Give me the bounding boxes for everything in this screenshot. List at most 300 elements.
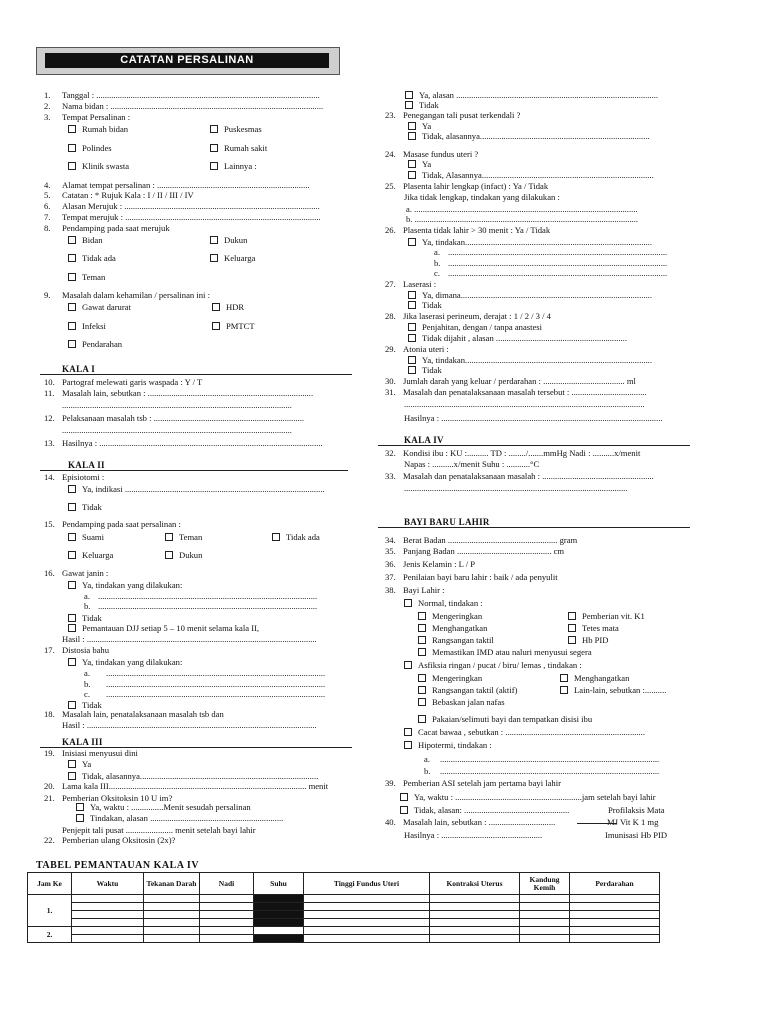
- opt-27-ya[interactable]: [408, 290, 652, 300]
- left-item-num: 9.: [44, 290, 51, 300]
- penjepit-line: Penjepit tali pusat ...................... menit setelah bayi lahir: [62, 825, 256, 835]
- left-item-num: 21.: [44, 793, 55, 803]
- opt-16-tidak[interactable]: [68, 613, 102, 623]
- right-item-text: Jika laserasi perineum, derajat : 1 / 2 / 3 / 4: [403, 311, 551, 321]
- right-item-num: 28.: [385, 311, 396, 321]
- table-header: Tinggi Fundus Uteri: [304, 873, 430, 895]
- right-item-num: 37.: [385, 572, 396, 582]
- checkbox-label: Polindes: [82, 143, 112, 153]
- checkbox-label: Rangsangan taktil: [432, 635, 494, 645]
- opt-23-tidak[interactable]: [408, 131, 650, 141]
- table-cell[interactable]: [570, 935, 660, 943]
- left-item-text: Episiotomi :: [62, 472, 105, 482]
- dots-line: ......................................................................................................: [440, 766, 660, 776]
- checkbox[interactable]: [404, 741, 412, 749]
- checkbox-label: Ya, tindakan.......................................................................................: [422, 237, 652, 247]
- checkbox[interactable]: [418, 674, 426, 682]
- opt-top-ya[interactable]: [405, 90, 658, 100]
- right-item-text: Bayi Lahir :: [403, 585, 445, 595]
- table-cell[interactable]: [200, 927, 254, 935]
- table-title: TABEL PEMANTAUAN KALA IV: [36, 860, 200, 871]
- table-header: Kontraksi Uterus: [430, 873, 520, 895]
- checkbox-label: Cacat bawaa , sebutkan : .................................................................: [418, 727, 645, 737]
- table-header: Suhu: [254, 873, 304, 895]
- r25-c: b. ........................................................................................................: [406, 214, 639, 224]
- r40-hasil: Hasilnya : ...............................................: [404, 830, 543, 840]
- opt-cacat[interactable]: [404, 727, 645, 737]
- table-cell[interactable]: [520, 911, 570, 919]
- opt-teman[interactable]: [68, 272, 105, 282]
- right-item-text: Penilaian bayi baru lahir : baik / ada penyulit: [403, 572, 558, 582]
- left-item-text: Partograf melewati garis waspada : Y / T: [62, 377, 203, 387]
- opt-15-dukun[interactable]: [165, 550, 202, 560]
- opt-16-ya[interactable]: [68, 580, 182, 590]
- checkbox[interactable]: [418, 636, 426, 644]
- right-item-num: 31.: [385, 387, 396, 397]
- opt-a4[interactable]: [560, 685, 666, 695]
- checkbox[interactable]: [68, 760, 76, 768]
- opt-15-keluarga[interactable]: [68, 550, 113, 560]
- opt-16-pemantauan[interactable]: [68, 623, 259, 633]
- opt-14-ya[interactable]: [68, 484, 325, 494]
- dots-line: ......................................................................................................: [98, 591, 318, 601]
- left-item-text: Tanggal : ........................................................................................................: [62, 90, 320, 100]
- opt-n6[interactable]: [568, 635, 609, 645]
- opt-pmtct[interactable]: [212, 321, 255, 331]
- sub-c: c.: [84, 689, 90, 699]
- checkbox[interactable]: [560, 686, 568, 694]
- opt-19-ya[interactable]: [68, 759, 91, 769]
- checkbox-label: Bidan: [82, 235, 103, 245]
- checkbox-label: Penjahitan, dengan / tanpa anastesi: [422, 322, 543, 332]
- table-row: [28, 919, 660, 927]
- opt-n5[interactable]: [418, 635, 494, 645]
- table-cell[interactable]: [430, 911, 520, 919]
- left-item-num: 13.: [44, 438, 55, 448]
- checkbox-label: Pendarahan: [82, 339, 123, 349]
- table-cell[interactable]: [200, 935, 254, 943]
- checkbox[interactable]: [405, 101, 413, 109]
- opt-29-ya[interactable]: [408, 355, 652, 365]
- right-item-num: 35.: [385, 546, 396, 556]
- opt-15-teman[interactable]: [165, 532, 202, 542]
- opt-a6[interactable]: [418, 714, 592, 724]
- hasil-line: Hasil : ...........................................................................................................: [62, 634, 317, 644]
- r31-a: Hasilnya : .......................................................................................................: [404, 413, 663, 423]
- table-cell[interactable]: [570, 919, 660, 927]
- opt-17-tidak[interactable]: [68, 700, 102, 710]
- dots-line: ......................................................................................................: [106, 679, 326, 689]
- opt-n1[interactable]: [418, 611, 482, 621]
- opt-39-tidak[interactable]: [400, 805, 569, 815]
- checkbox[interactable]: [272, 533, 280, 541]
- left-item-text: Lama kala III............................................................................................ menit: [62, 781, 329, 791]
- checkbox[interactable]: [405, 91, 413, 99]
- checkbox[interactable]: [212, 303, 220, 311]
- table-cell[interactable]: [72, 903, 144, 911]
- sub-a: a.: [434, 247, 440, 257]
- opt-n7[interactable]: [418, 647, 592, 657]
- table-cell[interactable]: [304, 919, 430, 927]
- checkbox-label: Hipotermi, tindakan :: [418, 740, 492, 750]
- table-cell[interactable]: [200, 919, 254, 927]
- checkbox[interactable]: [68, 503, 76, 511]
- kala-3-rule: [40, 747, 352, 748]
- left-item-text: Inisiasi menyusui dini: [62, 748, 138, 758]
- checkbox[interactable]: [568, 612, 576, 620]
- opt-14-tidak[interactable]: [68, 502, 102, 512]
- checkbox-label: Pemberian vit. K1: [582, 611, 645, 621]
- opt-26-ya[interactable]: [408, 237, 652, 247]
- left-item-text: Nama bidan : ...................................................................................................: [62, 101, 324, 111]
- table-row: [28, 895, 660, 903]
- table-cell[interactable]: [304, 927, 430, 935]
- checkbox[interactable]: [400, 806, 408, 814]
- table-cell[interactable]: [254, 895, 304, 903]
- opt-a5[interactable]: [418, 697, 505, 707]
- checkbox-label: Tidak: [82, 502, 102, 512]
- table-cell[interactable]: [520, 927, 570, 935]
- checkbox-label: Lainnya :: [224, 161, 257, 171]
- table-row: [28, 935, 660, 943]
- checkbox-label: Tidak, alasannya...............................................................................: [422, 131, 650, 141]
- table-cell[interactable]: [200, 911, 254, 919]
- checkbox-label: Mengeringkan: [432, 611, 483, 621]
- opt-21-ya[interactable]: [76, 802, 251, 812]
- checkbox-label: Mengeringkan: [432, 673, 483, 683]
- checkbox-label: Pakaian/selimuti bayi dan tempatkan disisi ibu: [432, 714, 593, 724]
- kala4-monitoring-table: [27, 872, 660, 943]
- table-cell[interactable]: [304, 895, 430, 903]
- checkbox[interactable]: [68, 340, 76, 348]
- checkbox-label: Gawat darurat: [82, 302, 131, 312]
- opt-15-tidak-ada[interactable]: [272, 532, 320, 542]
- checkbox[interactable]: [68, 701, 76, 709]
- opt-27-tidak[interactable]: [408, 300, 442, 310]
- left-item-text: Pelaksanaan masalah tsb : ......................................................................: [62, 413, 305, 423]
- right-item-num: 27.: [385, 279, 396, 289]
- checkbox[interactable]: [210, 162, 218, 170]
- table-cell[interactable]: [72, 895, 144, 903]
- sub-a: a.: [84, 591, 90, 601]
- table-cell[interactable]: [72, 911, 144, 919]
- opt-bidan[interactable]: [68, 235, 103, 245]
- left-item-text: Pendamping pada saat merujuk: [62, 223, 170, 233]
- checkbox[interactable]: [68, 273, 76, 281]
- checkbox[interactable]: [404, 599, 412, 607]
- checkbox[interactable]: [408, 160, 416, 168]
- left-item-num: 11.: [44, 388, 55, 398]
- checkbox-label: Ya, tindakan yang dilakukan:: [82, 580, 183, 590]
- opt-24-tidak[interactable]: [408, 170, 654, 180]
- opt-dukun[interactable]: [210, 235, 247, 245]
- opt-pendarahan[interactable]: [68, 339, 122, 349]
- opt-a2[interactable]: [560, 673, 629, 683]
- right-item-text: Plasenta tidak lahir > 30 menit : Ya / Tidak: [403, 225, 551, 235]
- table-cell[interactable]: [430, 935, 520, 943]
- checkbox[interactable]: [76, 814, 84, 822]
- checkbox[interactable]: [408, 122, 416, 130]
- opt-rumah-bidan[interactable]: [68, 124, 128, 134]
- mj-vitk: MJ Vit K 1 mg: [607, 817, 659, 827]
- checkbox[interactable]: [560, 674, 568, 682]
- checkbox[interactable]: [418, 715, 426, 723]
- right-item-num: 33.: [385, 471, 396, 481]
- row-label: 1.: [28, 895, 72, 927]
- table-header: Tekanan Darah: [144, 873, 200, 895]
- right-item-text: Atonia uteri :: [403, 344, 449, 354]
- table-cell[interactable]: [144, 919, 200, 927]
- checkbox[interactable]: [408, 356, 416, 364]
- right-item-text: Jumlah darah yang keluar / perdarahan : ...................................... ml: [403, 376, 636, 386]
- opt-klinik-swasta[interactable]: [68, 161, 129, 171]
- checkbox[interactable]: [68, 551, 76, 559]
- opt-19-tidak[interactable]: [68, 771, 318, 781]
- checkbox[interactable]: [408, 171, 416, 179]
- table-cell[interactable]: [430, 927, 520, 935]
- right-item-num: 40.: [385, 817, 396, 827]
- opt-normal[interactable]: [404, 598, 483, 608]
- table-cell[interactable]: [144, 903, 200, 911]
- opt-polindes[interactable]: [68, 143, 112, 153]
- checkbox[interactable]: [408, 132, 416, 140]
- checkbox[interactable]: [68, 772, 76, 780]
- checkbox-label: Dukun: [179, 550, 203, 560]
- table-cell[interactable]: [520, 895, 570, 903]
- table-cell[interactable]: [304, 903, 430, 911]
- table-cell[interactable]: [304, 935, 430, 943]
- sub-b: b.: [84, 679, 91, 689]
- left-item-num: 20.: [44, 781, 55, 791]
- table-cell[interactable]: [254, 911, 304, 919]
- table-header: Kandung Kemih: [520, 873, 570, 895]
- table-cell[interactable]: [72, 927, 144, 935]
- opt-hdr[interactable]: [212, 302, 244, 312]
- table-header: Jam Ke: [28, 873, 72, 895]
- checkbox[interactable]: [68, 254, 76, 262]
- table-cell[interactable]: [200, 903, 254, 911]
- checkbox[interactable]: [165, 533, 173, 541]
- table-row: [28, 927, 660, 935]
- r31-b: ................................................................................................................: [404, 399, 645, 409]
- opt-24-ya[interactable]: [408, 159, 431, 169]
- right-item-num: 24.: [385, 149, 396, 159]
- right-item-num: 39.: [385, 778, 396, 788]
- left-item-num: 4.: [44, 180, 51, 190]
- checkbox[interactable]: [165, 551, 173, 559]
- left-item-num: 5.: [44, 190, 51, 200]
- table-cell[interactable]: [570, 895, 660, 903]
- opt-n2[interactable]: [568, 611, 645, 621]
- table-cell[interactable]: [430, 895, 520, 903]
- left-item-num: 22.: [44, 835, 55, 845]
- opt-keluarga[interactable]: [210, 253, 255, 263]
- checkbox-label: Hb PID: [582, 635, 609, 645]
- left-item-num: 8.: [44, 223, 51, 233]
- right-item-text: Plasenta lahir lengkap (infact) : Ya / Tidak: [403, 181, 549, 191]
- checkbox[interactable]: [68, 236, 76, 244]
- checkbox-label: Ya, waktu : ...........................................................jam setelah bayi lahir: [414, 792, 656, 802]
- right-item-text: Jenis Kelamin : L / P: [403, 559, 476, 569]
- left-item-text: Tempat Persalinan :: [62, 112, 131, 122]
- opt-n4[interactable]: [568, 623, 619, 633]
- checkbox[interactable]: [210, 254, 218, 262]
- opt-23-ya[interactable]: [408, 121, 431, 131]
- section-kala-2: KALA II: [68, 460, 105, 470]
- checkbox-label: Keluarga: [82, 550, 114, 560]
- opt-infeksi[interactable]: [68, 321, 106, 331]
- opt-puskesmas[interactable]: [210, 124, 262, 134]
- dots-line: ...........................................................................................................: [62, 425, 292, 435]
- right-item-text: Pemberian ASI setelah jam pertama bayi lahir: [403, 778, 561, 788]
- opt-29-tidak[interactable]: [408, 365, 442, 375]
- opt-tidak-ada[interactable]: [68, 253, 116, 263]
- table-cell[interactable]: [430, 903, 520, 911]
- checkbox[interactable]: [210, 236, 218, 244]
- opt-asfiksia[interactable]: [404, 660, 582, 670]
- checkbox-label: Menghangatkan: [574, 673, 630, 683]
- bbl-rule: [378, 527, 690, 528]
- opt-a3[interactable]: [418, 685, 517, 695]
- opt-top-tidak[interactable]: [405, 100, 439, 110]
- checkbox[interactable]: [68, 144, 76, 152]
- sub-c: c.: [434, 268, 440, 278]
- opt-15-suami[interactable]: [68, 532, 104, 542]
- checkbox[interactable]: [418, 698, 426, 706]
- checkbox[interactable]: [68, 485, 76, 493]
- right-item-text: Masalah lain, sebutkan : ...............................: [403, 817, 556, 827]
- dots-line: ......................................................................................................: [440, 754, 660, 764]
- checkbox[interactable]: [400, 793, 408, 801]
- table-cell[interactable]: [254, 903, 304, 911]
- opt-39-ya[interactable]: [400, 792, 656, 802]
- checkbox[interactable]: [568, 636, 576, 644]
- checkbox-label: Klinik swasta: [82, 161, 130, 171]
- opt-gawat-darurat[interactable]: [68, 302, 131, 312]
- checkbox[interactable]: [418, 648, 426, 656]
- opt-21-tindakan[interactable]: [76, 813, 283, 823]
- table-cell[interactable]: [304, 911, 430, 919]
- left-item-text: Pemberian ulang Oksitosin (2x)?: [62, 835, 176, 845]
- opt-28-tidak[interactable]: [408, 333, 627, 343]
- checkbox[interactable]: [408, 323, 416, 331]
- mj-strike: [577, 823, 617, 824]
- table-cell[interactable]: [570, 911, 660, 919]
- checkbox[interactable]: [68, 162, 76, 170]
- right-item-num: 29.: [385, 344, 396, 354]
- table-cell[interactable]: [144, 927, 200, 935]
- sub-a: a.: [84, 668, 90, 678]
- opt-rumah-sakit[interactable]: [210, 143, 267, 153]
- checkbox[interactable]: [404, 661, 412, 669]
- table-cell[interactable]: [254, 919, 304, 927]
- table-cell[interactable]: [144, 935, 200, 943]
- opt-28-jahit[interactable]: [408, 322, 542, 332]
- table-cell[interactable]: [72, 935, 144, 943]
- checkbox[interactable]: [68, 614, 76, 622]
- left-item-text: Tempat merujuk : ...........................................................................................: [62, 212, 321, 222]
- right-item-text: Penegangan tali pusat terkendali ?: [403, 110, 521, 120]
- table-cell[interactable]: [72, 919, 144, 927]
- right-item-num: 34.: [385, 535, 396, 545]
- table-cell[interactable]: [520, 903, 570, 911]
- table-row: [28, 911, 660, 919]
- checkbox-label: Ya: [422, 159, 432, 169]
- checkbox[interactable]: [210, 125, 218, 133]
- checkbox-label: Menghangatkan: [432, 623, 488, 633]
- opt-17-ya[interactable]: [68, 657, 182, 667]
- checkbox[interactable]: [212, 322, 220, 330]
- checkbox[interactable]: [408, 238, 416, 246]
- sub-b: b.: [84, 601, 91, 611]
- opt-a1[interactable]: [418, 673, 482, 683]
- checkbox[interactable]: [418, 686, 426, 694]
- hasil-line: Hasil : ...........................................................................................................: [62, 720, 317, 730]
- checkbox-label: Ya, tindakan.......................................................................................: [422, 355, 652, 365]
- left-item-num: 17.: [44, 645, 55, 655]
- opt-hipo[interactable]: [404, 740, 492, 750]
- checkbox[interactable]: [68, 322, 76, 330]
- left-item-num: 18.: [44, 709, 55, 719]
- checkbox[interactable]: [68, 624, 76, 632]
- checkbox[interactable]: [568, 624, 576, 632]
- table-cell[interactable]: [254, 935, 304, 943]
- opt-lainnya[interactable]: [210, 161, 257, 171]
- checkbox-label: Tidak: [419, 100, 439, 110]
- left-item-text: Catatan : * Rujuk Kala : I / II / III / IV: [62, 190, 194, 200]
- checkbox[interactable]: [418, 624, 426, 632]
- table-cell[interactable]: [144, 895, 200, 903]
- section-kala-3: KALA III: [62, 737, 103, 747]
- table-cell[interactable]: [570, 903, 660, 911]
- table-cell[interactable]: [570, 927, 660, 935]
- r25-a: Jika tidak lengkap, tindakan yang dilakukan :: [404, 192, 560, 202]
- checkbox[interactable]: [408, 366, 416, 374]
- table-cell[interactable]: [520, 919, 570, 927]
- checkbox[interactable]: [76, 803, 84, 811]
- table-cell[interactable]: [520, 935, 570, 943]
- checkbox[interactable]: [68, 581, 76, 589]
- checkbox[interactable]: [408, 291, 416, 299]
- left-item-num: 12.: [44, 413, 55, 423]
- left-item-num: 14.: [44, 472, 55, 482]
- checkbox-label: Infeksi: [82, 321, 106, 331]
- checkbox-label: Asfiksia ringan / pucat / biru/ lemas , tindakan :: [418, 660, 582, 670]
- checkbox[interactable]: [418, 612, 426, 620]
- checkbox[interactable]: [408, 301, 416, 309]
- dots-line: ......................................................................................................: [448, 247, 668, 257]
- checkbox[interactable]: [210, 144, 218, 152]
- opt-n3[interactable]: [418, 623, 487, 633]
- checkbox-label: Ya, dimana.........................................................................................: [422, 290, 652, 300]
- dots-line: ......................................................................................................: [106, 668, 326, 678]
- checkbox[interactable]: [68, 125, 76, 133]
- checkbox-label: Dukun: [224, 235, 248, 245]
- table-cell[interactable]: [430, 919, 520, 927]
- table-cell[interactable]: [144, 911, 200, 919]
- table-cell[interactable]: [200, 895, 254, 903]
- r33-a: ........................................................................................................: [404, 483, 628, 493]
- table-cell[interactable]: [254, 927, 304, 935]
- checkbox-label: Ya: [82, 759, 92, 769]
- checkbox[interactable]: [408, 334, 416, 342]
- checkbox[interactable]: [68, 533, 76, 541]
- checkbox[interactable]: [68, 658, 76, 666]
- left-item-num: 10.: [44, 377, 55, 387]
- checkbox[interactable]: [404, 728, 412, 736]
- left-item-text: Pendamping pada saat persalinan :: [62, 519, 181, 529]
- checkbox[interactable]: [68, 303, 76, 311]
